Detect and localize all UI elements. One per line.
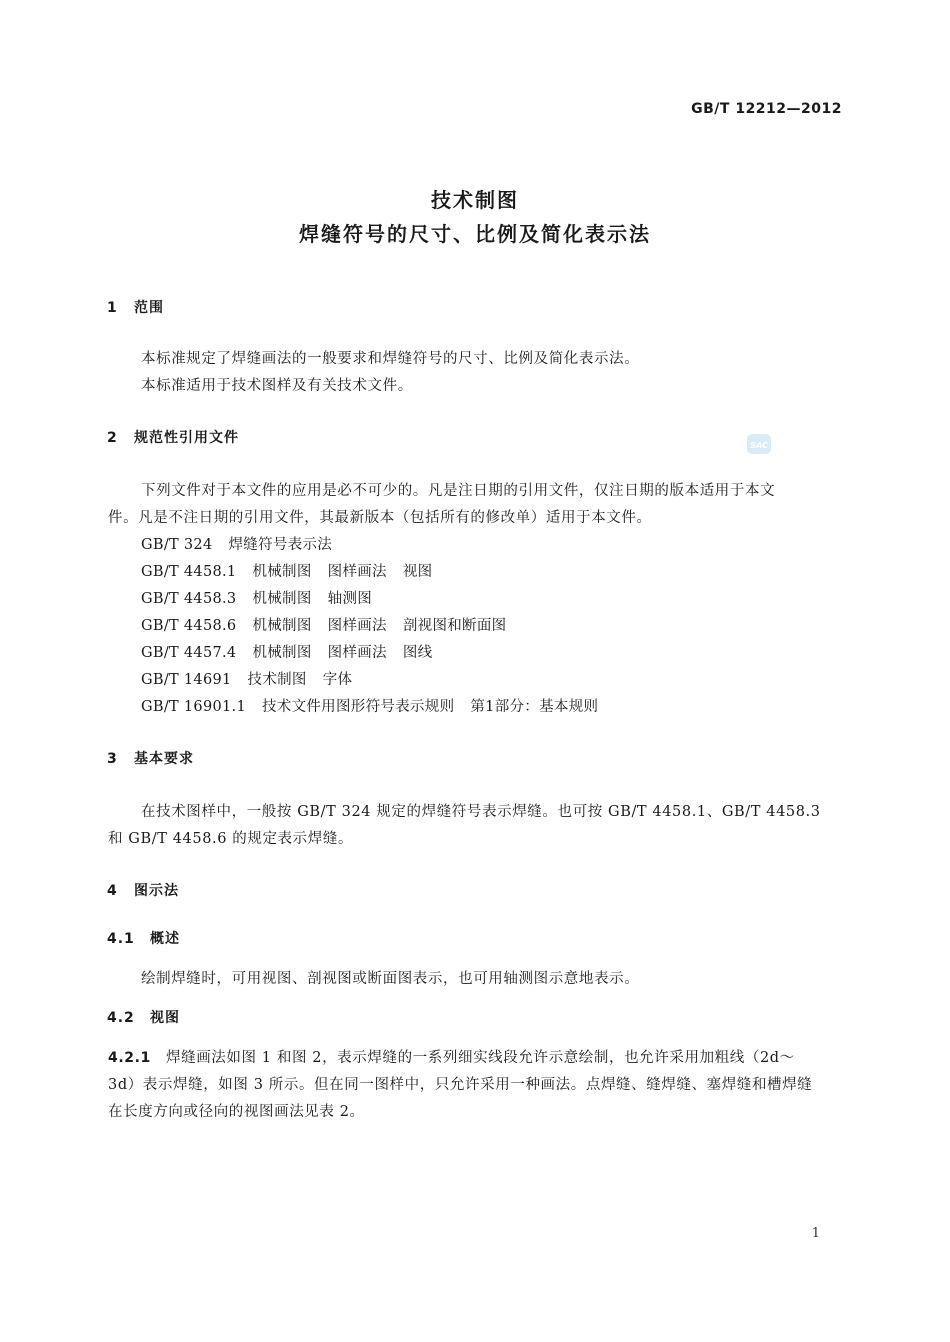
section-4-heading [107, 880, 179, 900]
section-1-title: 范围 [134, 300, 164, 316]
title-line-2: 焊缝符号的尺寸、比例及简化表示法 [299, 222, 651, 246]
section-4-2-number: 4.2 [107, 1010, 135, 1026]
reference-title: 字体 [322, 672, 353, 688]
reference-code: GB/T 14691 [141, 672, 232, 688]
reference-title: 机械制图 [252, 645, 312, 661]
section-3-line-2: 和 GB/T 4458.6 的规定表示焊缝。 [108, 831, 354, 847]
reference-code: GB/T 4458.1 [141, 564, 237, 580]
reference-title: 机械制图 [252, 618, 312, 634]
section-3-number: 3 [107, 751, 118, 767]
section-4-2-1-line-1 [108, 1046, 795, 1067]
reference-title: 图样画法 [327, 564, 387, 580]
reference-title: 图样画法 [327, 618, 387, 634]
section-2-heading [107, 427, 239, 447]
reference-title: 机械制图 [252, 564, 312, 580]
section-4-2-1-number: 4.2.1 [108, 1050, 151, 1066]
reference-title: 焊缝符号表示法 [228, 537, 333, 553]
section-4-number: 4 [107, 883, 118, 899]
section-2-title: 规范性引用文件 [134, 430, 239, 446]
reference-title: 机械制图 [252, 591, 312, 607]
reference-title: 技术制图 [247, 672, 307, 688]
reference-title: 轴测图 [327, 591, 373, 607]
reference-item [141, 560, 432, 581]
reference-title: 剖视图和断面图 [402, 618, 507, 634]
section-3-heading [107, 748, 194, 768]
sac-logo [746, 432, 772, 456]
section-4-1-number: 4.1 [107, 931, 135, 947]
reference-item [141, 614, 506, 635]
section-4-title: 图示法 [134, 883, 179, 899]
reference-item [141, 641, 432, 662]
section-4-2-title: 视图 [150, 1010, 180, 1026]
section-4-2-heading [107, 1007, 180, 1027]
reference-title: 图线 [402, 645, 433, 661]
reference-title: 图样画法 [327, 645, 387, 661]
section-4-1-title: 概述 [150, 931, 180, 947]
title-line-1: 技术制图 [431, 188, 519, 212]
reference-code: GB/T 4457.4 [141, 645, 237, 661]
svg-text:SAC: SAC [750, 441, 768, 450]
section-4-2-1-line-2: 3d）表示焊缝，如图 3 所示。但在同一图样中，只允许采用一种画法。点焊缝、缝焊缝、塞焊缝和槽焊缝 [108, 1077, 813, 1093]
section-2-intro-line-1: 下列文件对于本文件的应用是必不可少的。凡是注日期的引用文件，仅注日期的版本适用于本文 [141, 483, 776, 499]
section-1-paragraph-2: 本标准适用于技术图样及有关技术文件。 [141, 378, 413, 394]
section-2-number: 2 [107, 430, 118, 446]
standard-code: GB/T 12212—2012 [691, 101, 842, 117]
reference-code: GB/T 4458.6 [141, 618, 237, 634]
section-4-1-heading [107, 928, 180, 948]
section-3-title: 基本要求 [134, 751, 194, 767]
reference-code: GB/T 16901.1 [141, 699, 246, 715]
reference-title: 技术文件用图形符号表示规则 [261, 699, 455, 715]
reference-title: 第1部分：基本规则 [470, 699, 599, 715]
section-2-intro-line-2: 件。凡是不注日期的引用文件，其最新版本（包括所有的修改单）适用于本文件。 [108, 510, 652, 526]
section-4-2-1-text: 焊缝画法如图 1 和图 2，表示焊缝的一系列细实线段允许示意绘制，也允许采用加粗线（2d～ [166, 1050, 795, 1066]
section-1-number: 1 [107, 300, 118, 316]
reference-item [141, 587, 372, 608]
section-1-heading [107, 297, 164, 317]
section-4-1-text: 绘制焊缝时，可用视图、剖视图或断面图表示，也可用轴测图示意地表示。 [141, 971, 640, 987]
reference-item [141, 668, 352, 689]
reference-item [141, 695, 598, 716]
page-number: 1 [811, 1226, 820, 1241]
reference-code: GB/T 324 [141, 537, 213, 553]
reference-title: 视图 [402, 564, 433, 580]
section-1-paragraph-1: 本标准规定了焊缝画法的一般要求和焊缝符号的尺寸、比例及简化表示法。 [141, 351, 640, 367]
section-3-line-1: 在技术图样中，一般按 GB/T 324 规定的焊缝符号表示焊缝。也可按 GB/T 4458.1、GB/T 4458.3 [141, 804, 821, 820]
reference-code: GB/T 4458.3 [141, 591, 237, 607]
section-4-2-1-line-3: 在长度方向或径向的视图画法见表 2。 [108, 1104, 365, 1120]
reference-item [141, 533, 332, 554]
